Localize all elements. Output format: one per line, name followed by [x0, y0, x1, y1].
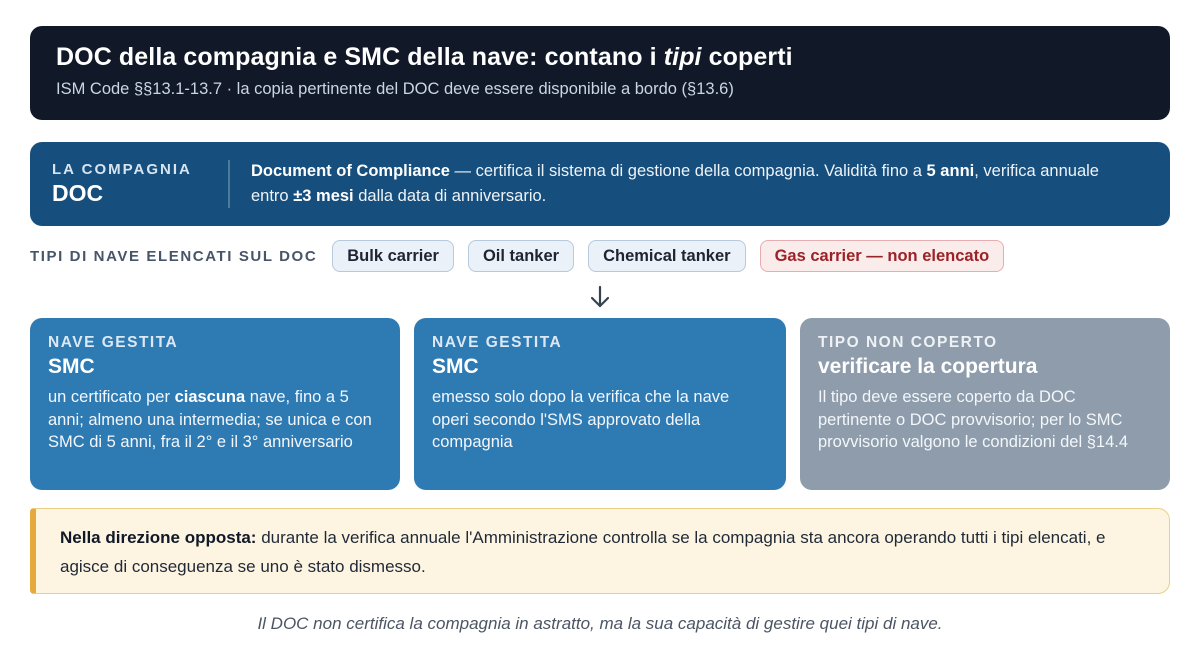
doc-description — [230, 159, 1170, 209]
doc-desc-text-2: , verifica annuale entro — [251, 162, 1099, 205]
doc-label-block — [30, 160, 230, 208]
note-bold: Nella direzione opposta: — [60, 528, 257, 547]
title-text-pre: DOC della compagnia e SMC della nave: contano i — [56, 43, 664, 71]
card-text: Il tipo deve essere coperto da DOC pertinente o DOC provvisorio; per lo SMC provvisorio valgono le condizioni del §14.4 — [818, 388, 1129, 451]
doc-name: DOC — [52, 180, 104, 206]
card-smc-after-verification — [414, 318, 786, 490]
card-kicker: NAVE GESTITA — [432, 334, 563, 351]
doc-desc-bold-1: Document of Compliance — [251, 162, 450, 180]
ship-type-chip: Chemical tanker — [588, 240, 745, 272]
title-text-post: coperti — [701, 43, 793, 71]
card-text — [48, 386, 382, 454]
card-type-not-covered — [800, 318, 1170, 490]
note-text: durante la verifica annuale l'Amministrazione controlla se la compagnia sta ancora operando tutti i tipi elencati, e agisce di conseguenza se uno è stato dismesso. — [60, 528, 1106, 576]
doc-desc-bold-2: 5 anni — [926, 162, 975, 180]
card-smc-per-ship — [30, 318, 400, 490]
card-kicker: NAVE GESTITA — [48, 334, 179, 351]
page-title — [56, 42, 1144, 72]
doc-desc-text-1: — certifica il sistema di gestione della compagnia. Validità fino a — [449, 162, 927, 180]
title-emphasis: tipi — [663, 43, 702, 71]
card-text-bold: ciascuna — [174, 388, 246, 406]
ship-type-chip-not-listed: Gas carrier — non elencato — [760, 240, 1005, 272]
card-text-part-2: nave, fino a 5 anni; almeno una intermedia; se unica e con SMC di 5 anni, fra il 2° e il 3° anniversario — [48, 388, 372, 451]
card-title: SMC — [432, 355, 479, 378]
doc-banner — [30, 142, 1170, 226]
card-kicker: TIPO NON COPERTO — [818, 334, 998, 351]
card-title: SMC — [48, 355, 95, 378]
ship-type-chip: Oil tanker — [468, 240, 574, 272]
page-subtitle: ISM Code §§13.1-13.7 · la copia pertinente del DOC deve essere disponibile a bordo (§13.6) — [56, 80, 734, 98]
card-title: verificare la copertura — [818, 355, 1038, 378]
header-banner — [30, 26, 1170, 120]
ship-types-label: TIPI DI NAVE ELENCATI SUL DOC — [30, 247, 318, 265]
doc-desc-text-3: dalla data di anniversario. — [353, 187, 547, 205]
footer-caption: Il DOC non certifica la compagnia in astratto, ma la sua capacità di gestire quei tipi di nave. — [257, 614, 943, 633]
card-text-part-1: un certificato per — [48, 388, 175, 406]
ship-types-row — [30, 240, 1018, 272]
card-text: emesso solo dopo la verifica che la nave operi secondo l'SMS approvato della compagnia — [432, 388, 730, 451]
doc-kicker: LA COMPAGNIA — [52, 161, 192, 178]
arrow-down-icon — [588, 284, 612, 310]
opposite-direction-note — [30, 508, 1170, 594]
doc-desc-bold-3: ±3 mesi — [293, 187, 354, 205]
ship-type-chip: Bulk carrier — [332, 240, 454, 272]
